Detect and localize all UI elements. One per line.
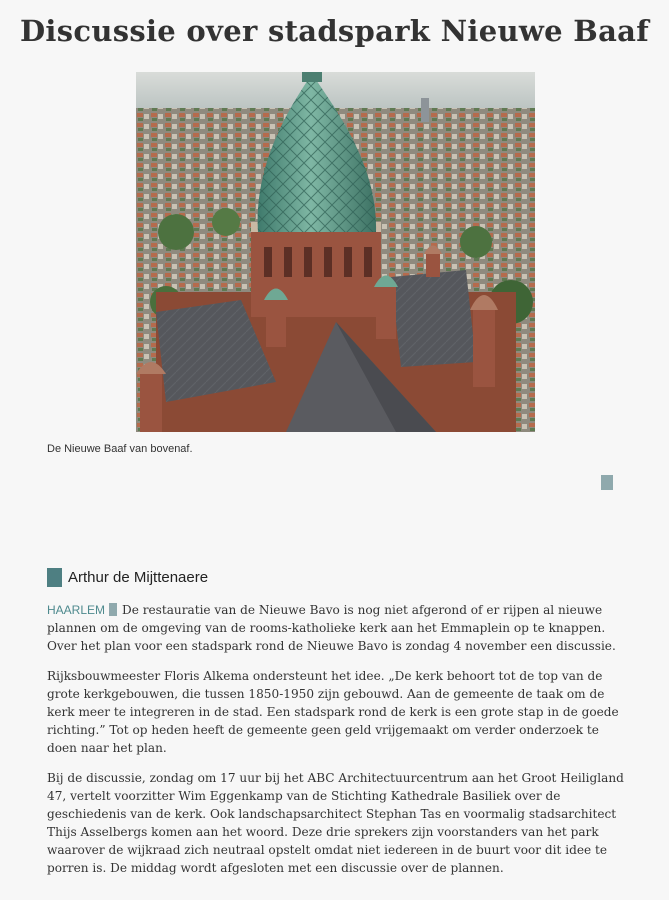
article-photo bbox=[136, 72, 535, 432]
dateline-marker bbox=[109, 603, 117, 616]
author-byline bbox=[47, 568, 208, 587]
photo-caption: De Nieuwe Baaf van bovenaf. bbox=[47, 443, 193, 455]
paragraph-3: Bij de discussie, zondag om 17 uur bij het ABC Architectuurcentrum aan het Groot Heiligland 47, vertelt voorzitter Wim Eggenkamp van de Stichting Kathedrale Basiliek over de geschiedenis van de kerk. Ook landschapsarchitect Stephan Tas en voormalig stadsarchitect Thijs Asselbergs komen aan het woord. Deze drie sprekers zijn voorstanders van het park waarover de wijkraad zich neutraal opstelt omdat niet iedereen in de buurt voor dit idee te porren is. De middag wordt afgesloten met een discussie over de plannen. bbox=[47, 771, 624, 875]
author-marker bbox=[47, 568, 62, 587]
author-name[interactable]: Arthur de Mijttenaere bbox=[68, 569, 209, 586]
paragraph-2: Rijksbouwmeester Floris Alkema ondersteunt het idee. „De kerk behoort tot de top van de grote kerkgebouwen, die tussen 1850-1950 zijn gebouwd. Aan de gemeente de taak om de kerk meer te integreren in de stad. Een stadspark rond de kerk is een grote stap in de goede richting.” Tot op heden heeft de gemeente geen geld vrijgemaakt om verder onderzoek te doen naar het plan. bbox=[47, 669, 619, 755]
article-body bbox=[47, 601, 627, 889]
paragraph-1-text: De restauratie van de Nieuwe Bavo is nog niet afgerond of er rijpen al nieuwe plannen om de omgeving van de rooms-katholieke kerk aan het Emmaplein op te knappen. Over het plan voor een stadspark rond de Nieuwe Bavo is zondag 4 november een discussie. bbox=[47, 603, 616, 653]
ad-marker bbox=[601, 475, 613, 490]
article-title: Discussie over stadspark Nieuwe Baaf bbox=[19, 14, 650, 48]
paragraph-1 bbox=[47, 601, 627, 655]
dateline: HAARLEM bbox=[47, 603, 106, 617]
cathedral-aerial-image bbox=[136, 72, 535, 432]
